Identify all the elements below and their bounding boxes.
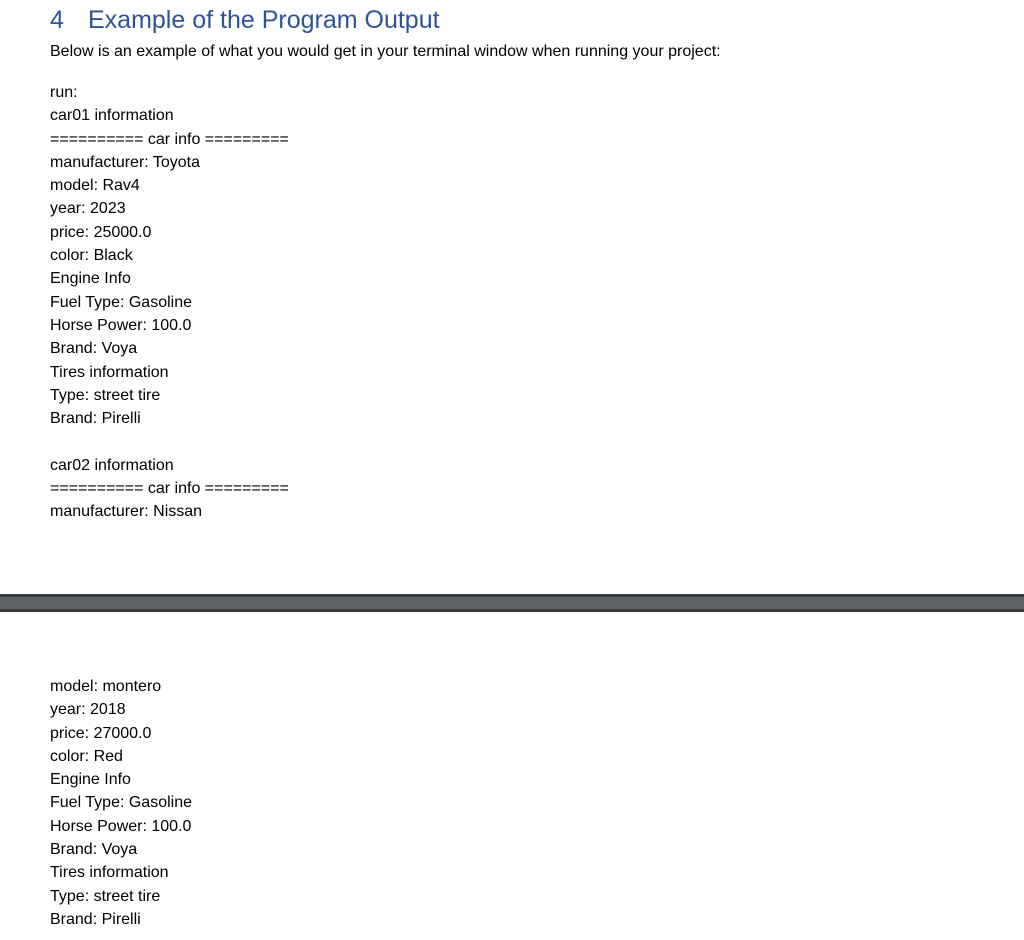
output-line: car02 information [50,456,174,474]
section-heading [50,6,440,35]
output-line: color: Black [50,247,133,265]
section-title: Example of the Program Output [88,6,440,34]
output-line: Tires information [50,363,169,381]
output-line: Engine Info [50,771,131,789]
output-line: Horse Power: 100.0 [50,817,192,835]
output-line: Brand: Pirelli [50,910,141,928]
output-line: Brand: Pirelli [50,410,141,428]
output-line: manufacturer: Toyota [50,153,201,171]
output-line: Tires information [50,864,169,882]
output-line: model: montero [50,678,162,695]
program-output-part2 [50,675,192,931]
output-line: ========== car info ========= [50,130,289,148]
output-line: ========== car info ========= [50,480,289,498]
output-line: year: 2023 [50,200,126,218]
output-line: Type: street tire [50,386,161,404]
output-line: model: Rav4 [50,177,140,195]
output-line: Engine Info [50,270,131,288]
output-line: Brand: Voya [50,340,138,358]
output-line: price: 25000.0 [50,223,152,241]
output-line: Brand: Voya [50,841,138,859]
output-line: run: [50,84,78,101]
page-break-separator [0,594,1024,612]
output-line: Fuel Type: Gasoline [50,293,193,311]
intro-paragraph: Below is an example of what you would get in your terminal window when running your project: [50,43,721,60]
output-line: Fuel Type: Gasoline [50,794,193,812]
output-line: car01 information [50,107,174,125]
output-line: manufacturer: Nissan [50,503,203,521]
output-line: year: 2018 [50,701,126,719]
program-output-part1 [50,81,289,524]
output-line: Type: street tire [50,887,161,905]
output-blank-line [50,430,289,453]
output-line: Horse Power: 100.0 [50,316,192,334]
output-line: price: 27000.0 [50,724,152,742]
output-line: color: Red [50,747,123,765]
section-number: 4 [50,6,64,34]
